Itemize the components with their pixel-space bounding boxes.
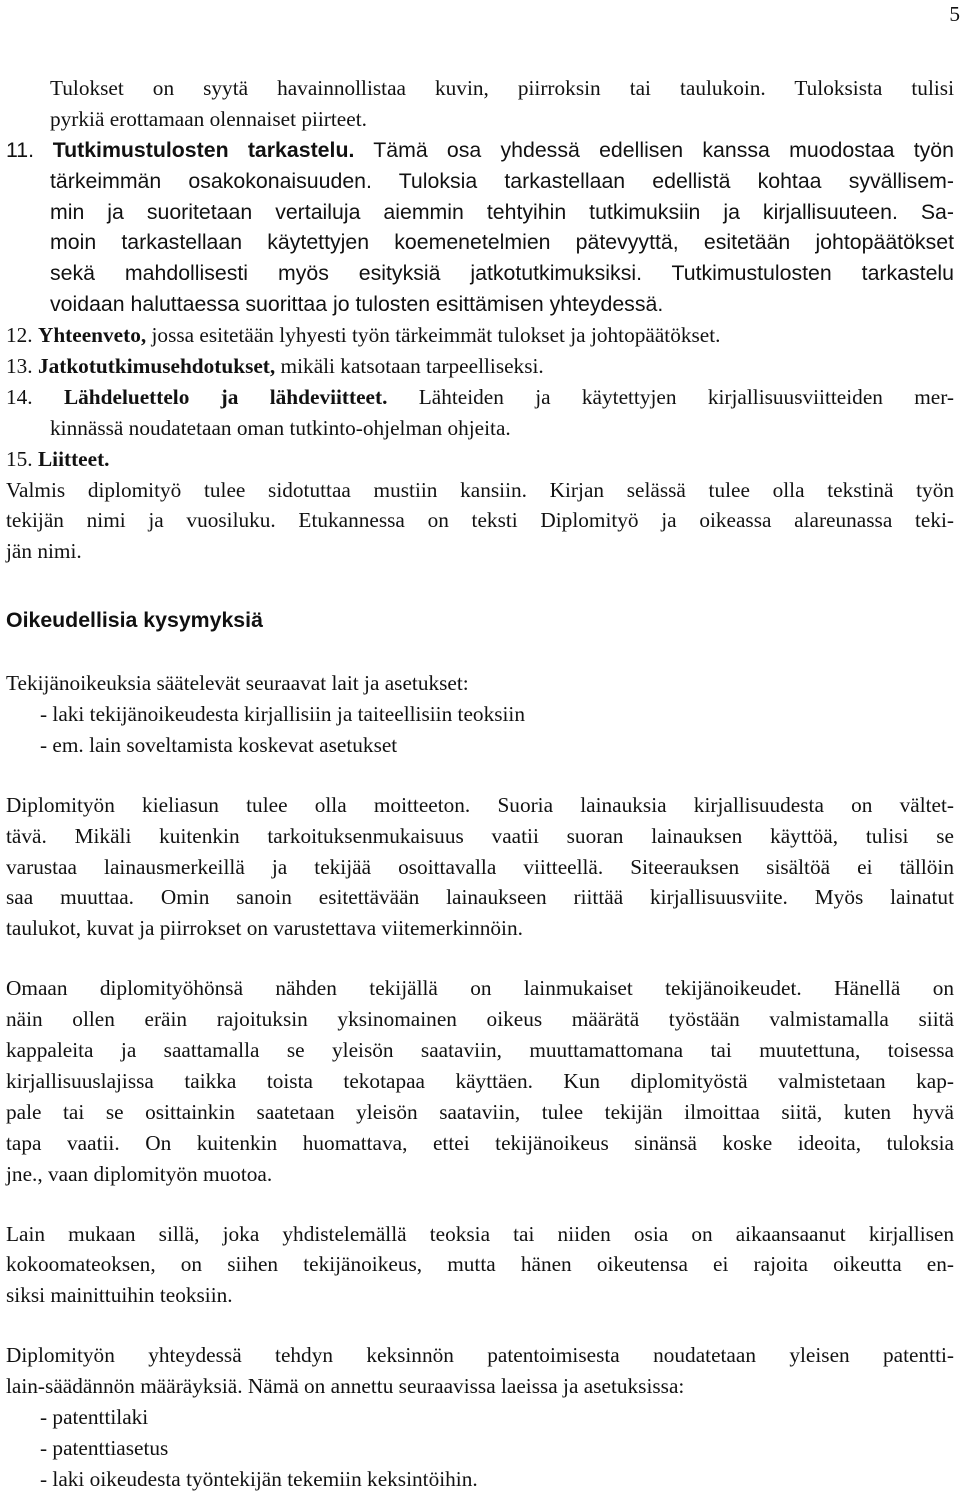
para3-line-2: kokoomateoksen, on siihen tekijänoikeus, mutta hänen oikeutensa ei rajoita oikeutta en- xyxy=(6,1252,954,1277)
item11-number: 11. xyxy=(6,137,35,162)
item14-line-2: kinnässä noudatetaan oman tutkinto-ohjelman ohjeita. xyxy=(50,415,511,440)
para3-line-1: Lain mukaan sillä, joka yhdistelemällä teoksia tai niiden osia on aikaansaanut kirjallisen xyxy=(6,1221,954,1246)
item14-line1-text: Lähteiden ja käytettyjen kirjallisuusviitteiden mer- xyxy=(387,384,955,409)
item11-line-3: min ja suoritetaan vertailuja aiemmin tehtyihin tutkimuksiin ja kirjallisuuteen. Sa- xyxy=(50,199,954,224)
para2-line-3: kappaleita ja saattamalla se yleisön saataviin, muuttamattomana tai muutettuna, toisessa xyxy=(6,1038,954,1063)
para1-line-3: varustaa lainausmerkeillä ja tekijää osoittavalla viitteellä. Siteerauksen sisältöä ei tällöin xyxy=(6,854,954,879)
laws-intro: Tekijänoikeuksia säätelevät seuraavat lait ja asetukset: xyxy=(6,671,469,696)
item11-line1-text: Tämä osa yhdessä edellisen kanssa muodostaa työn xyxy=(354,137,954,162)
spacer xyxy=(6,944,954,973)
spacer xyxy=(6,636,954,668)
item11-line-1 xyxy=(6,135,954,166)
item12-text: jossa esitetään lyhyesti työn tärkeimmät tulokset ja johtopäätökset. xyxy=(146,323,721,348)
binding-line-3: jän nimi. xyxy=(6,539,82,564)
item13-text: mikäli katsotaan tarpeelliseksi. xyxy=(275,354,544,379)
item11-title: Tutkimustulosten tarkastelu. xyxy=(52,137,355,162)
law-item-1: - laki tekijänoikeudesta kirjallisiin ja taiteellisiin teoksiin xyxy=(40,702,525,727)
binding-line-1: Valmis diplomityö tulee sidotuttaa mustiin kansiin. Kirjan selässä tulee olla tekstinä työn xyxy=(6,477,954,502)
para2-line-6: tapa vaatii. On kuitenkin huomattava, ettei tekijänoikeus sinänsä koske ideoita, tuloksia xyxy=(6,1130,954,1155)
para1-line-4: saa muuttaa. Omin sanoin esitettävään lainaukseen riittää kirjallisuusviite. Myös lainatut xyxy=(6,885,954,910)
para1-line-5: taulukot, kuvat ja piirrokset on varustettava viitemerkinnöin. xyxy=(6,916,523,941)
section-heading: Oikeudellisia kysymyksiä xyxy=(6,608,263,633)
item10-line-1: Tulokset on syytä havainnollistaa kuvin, piirroksin tai taulukoin. Tuloksista tulisi xyxy=(50,76,954,100)
para2-line-5: pale tai se osittainkin saatetaan yleisön saataviin, tulee tekijän ilmoittaa siitä, kuten hyvä xyxy=(6,1099,954,1124)
para2-line-2: näin ollen eräin rajoituksin yksinomainen oikeus määrätä työstään valmistamalla siitä xyxy=(6,1007,954,1032)
para1-line-1: Diplomityön kieliasun tulee olla moitteeton. Suoria lainauksia kirjallisuudesta on vältet- xyxy=(6,792,954,817)
item11-line-5: sekä mahdollisesti myös esityksiä jatkotutkimuksiksi. Tutkimustulosten tarkastelu xyxy=(50,261,954,286)
patent-law-item-1: - patenttilaki xyxy=(40,1404,149,1429)
para4-line-2: lain-säädännön määräyksiä. Nämä on annettu seuraavissa laeissa ja asetuksissa: xyxy=(6,1374,685,1399)
item11-line-2: tärkeimmän osakokonaisuuden. Tuloksia tarkastellaan edellistä kohtaa syvällisem- xyxy=(50,168,954,193)
para2-line-1: Omaan diplomityöhönsä nähden tekijällä on lainmukaiset tekijänoikeudet. Hänellä on xyxy=(6,976,954,1001)
law-item-2: - em. lain soveltamista koskevat asetukset xyxy=(40,732,398,757)
item11-line-6: voidaan haluttaessa suorittaa jo tulosten esittämisen yhteydessä. xyxy=(50,292,664,317)
spacer xyxy=(6,1190,954,1219)
document-body xyxy=(6,73,954,1495)
para1-line-2: tävä. Mikäli kuitenkin tarkoituksenmukaisuus vaatii suoran lainauksen käyttöä, tulisi se xyxy=(6,823,954,848)
patent-law-item-2: - patenttiasetus xyxy=(40,1435,169,1460)
binding-line-2: tekijän nimi ja vuosiluku. Etukannessa on teksti Diplomityö ja oikeassa alareunassa teki- xyxy=(6,508,954,533)
item15 xyxy=(6,444,954,475)
para2-line-7: jne., vaan diplomityön muotoa. xyxy=(6,1161,273,1186)
para2-line-4: kirjallisuuslajissa taikka toista tekotapaa käyttäen. Kun diplomityöstä valmistetaan kap- xyxy=(6,1068,954,1093)
item10-line-2: pyrkiä erottamaan olennaiset piirteet. xyxy=(50,106,367,131)
page-number: 5 xyxy=(949,2,960,26)
item12-title: Yhteenveto, xyxy=(37,323,147,348)
spacer xyxy=(6,761,954,790)
item12 xyxy=(6,320,954,351)
patent-law-item-3: - laki oikeudesta työntekijän tekemiin keksintöihin. xyxy=(40,1466,478,1491)
item13-number: 13. xyxy=(6,354,33,379)
item13-title: Jatkotutkimusehdotukset, xyxy=(37,354,276,379)
item14-line-1 xyxy=(6,382,954,413)
para3-line-3: siksi mainittuihin teoksiin. xyxy=(6,1283,233,1308)
item13 xyxy=(6,351,954,382)
item14-number: 14. xyxy=(6,384,33,409)
item12-number: 12. xyxy=(6,323,33,348)
item14-title: Lähdeluettelo ja lähdeviitteet. xyxy=(63,384,388,409)
spacer xyxy=(6,567,954,605)
spacer xyxy=(6,1311,954,1340)
para4-line-1: Diplomityön yhteydessä tehdyn keksinnön patentoimisesta noudatetaan yleisen patentti- xyxy=(6,1343,954,1368)
item11-line-4: moin tarkastellaan käytettyjen koemenetelmien pätevyyttä, esitetään johtopäätökset xyxy=(50,230,954,255)
item15-number: 15. xyxy=(6,446,33,471)
item15-title: Liitteet. xyxy=(37,446,110,471)
